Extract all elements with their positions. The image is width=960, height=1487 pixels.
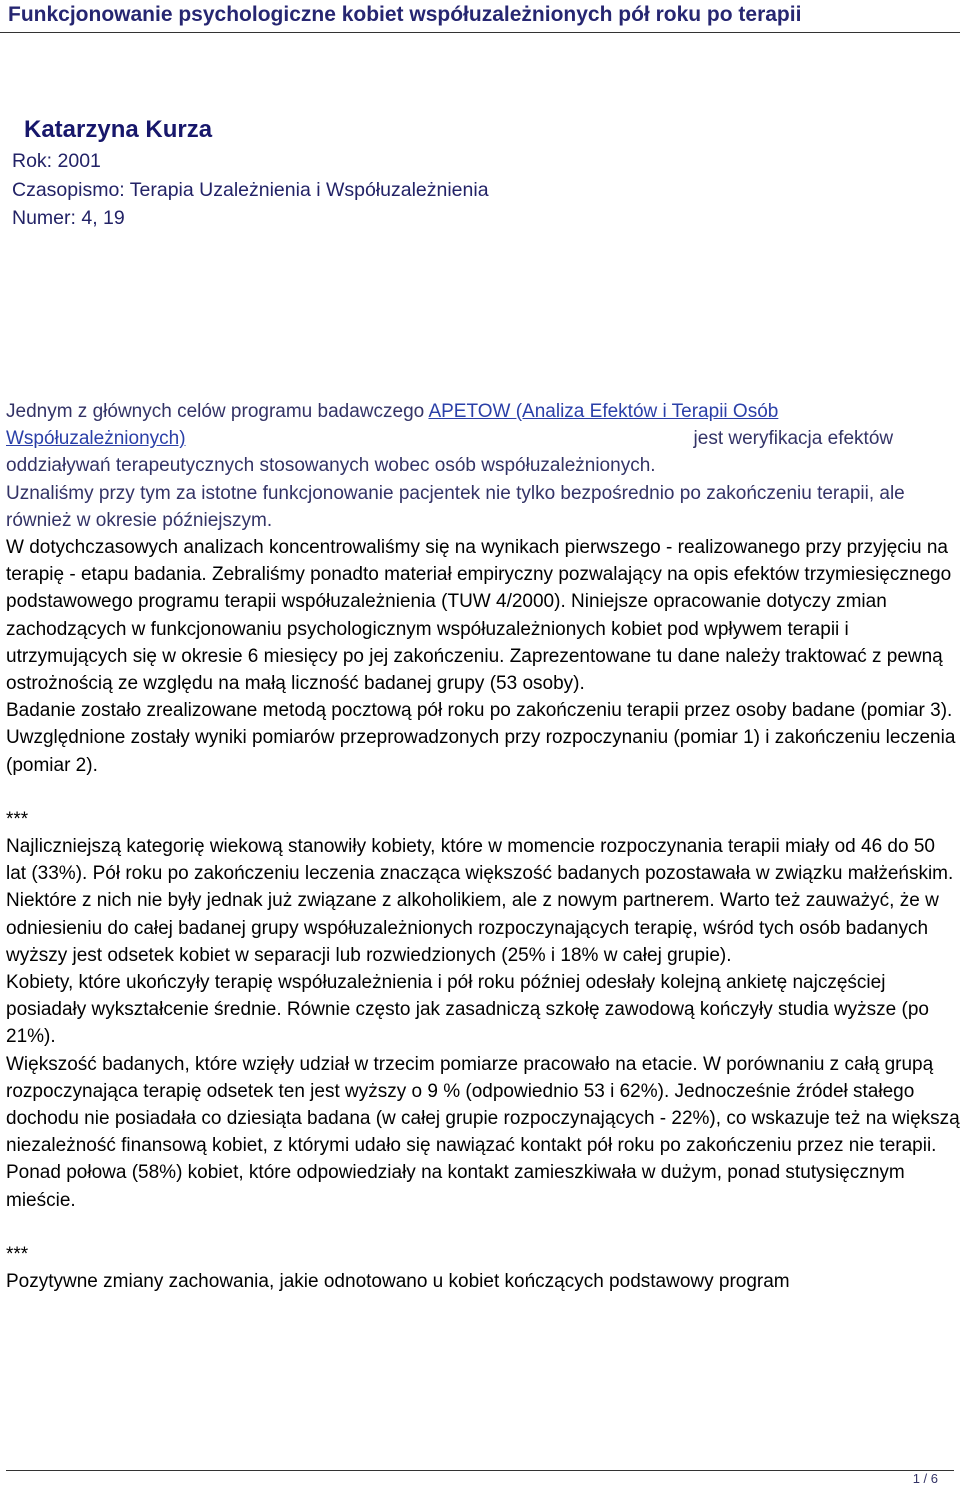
apetow-link-line-1: APETOW (Analiza Efektów i Terapii Osób: [428, 401, 779, 422]
paragraph-9: Pozytywne zmiany zachowania, jakie odnotowano u kobiet kończących podstawowy program: [6, 1271, 790, 1293]
article-year: Rok: 2001: [12, 150, 101, 172]
paragraph-7: Większość badanych, które wzięły udział w trzecim pomiarze pracowało na etacie. W porównaniu z całą grupą rozpoczynająca terapię odsetek ten jest wyższy o 9 % (odpowiednio 53 i 62%). Jednocześnie źródeł stałego dochodu nie posiadała co dziesiąta badana (w całej grupie rozpoczynających - 22%), co wskazuje też na większą niezależność finansową kobiet, z którymi udało się nawiązać kontakt pół roku po zakończeniu przez nie terapii.: [6, 1053, 960, 1157]
section-separator: ***: [6, 1243, 29, 1265]
spacer: [6, 779, 960, 806]
paragraph-5: Najliczniejszą kategorię wiekową stanowiły kobiety, które w momencie rozpoczynania terapii miały od 46 do 50 lat (33%). Pół roku po zakończeniu leczenia znacząca większość badanych pozostawała w związku małżeńskim. Niektóre z nich nie były jednak już związane z alkoholikiem, ale z nowym partnerem. Warto też zauważyć, że w odniesieniu do całej badanej grupy współuzależnionych rozpoczynających terapię, wśród tych osób badanych wyższy jest odsetek kobiet w separacji lub rozwiedzionych (25% i 18% w całej grupie).: [6, 836, 954, 966]
paragraph-6: Kobiety, które ukończyły terapię współuzależnienia i pół roku później odesłały kolejną ankietę najczęściej posiadały wykształcenie średnie. Równie często jak zasadniczą szkołę zawodową kończyły studia wyższe (po 21%).: [6, 972, 929, 1048]
document-title: Funkcjonowanie psychologiczne kobiet współuzależnionych pół roku po terapii: [8, 3, 802, 26]
paragraph-3: W dotychczasowych analizach koncentrowaliśmy się na wynikach pierwszego - realizowanego przy przyjęciu na terapię - etapu badania. Zebraliśmy ponadto materiał empiryczny pozwalający na opis efektów trzymiesięcznego podstawowego programu terapii współuzależnienia (TUW 4/2000). Niniejsze opracowanie dotyczy zmian zachodzących w funkcjonowaniu psychologicznym współuzależnionych kobiet pod wpływem terapii i utrzymujących się w okresie 6 miesięcy po jej zakończeniu. Zaprezentowane tu dane należy traktować z pewną ostrożnością ze względu na małą liczność badanej grupy (53 osoby).: [6, 537, 952, 695]
intro-text-after-link: jest weryfikacja efektów oddziaływań terapeutycznych stosowanych wobec osób współuzależnionych.: [6, 428, 894, 477]
section-separator: ***: [6, 808, 29, 830]
paragraph-intro: [6, 398, 960, 480]
article-meta: [12, 147, 489, 233]
paragraph-8: Ponad połowa (58%) kobiet, które odpowiedziały na kontakt zamieszkiwała w dużym, ponad stutysięcznym mieście.: [6, 1162, 905, 1211]
spacer: [6, 1214, 960, 1241]
paragraph-4: Badanie zostało zrealizowane metodą pocztową pół roku po zakończeniu terapii przez osoby badane (pomiar 3). Uwzględnione zostały wyniki pomiarów przeprowadzonych przy rozpoczynaniu (pomiar 1) i zakończeniu leczenia (pomiar 2).: [6, 700, 956, 776]
footer-divider: [6, 1470, 954, 1471]
document-header: [0, 0, 960, 33]
page-number: 1 / 6: [912, 1471, 938, 1486]
apetow-link-line-2: Współuzależnionych): [6, 428, 186, 450]
paragraph-2: Uznaliśmy przy tym za istotne funkcjonowanie pacjentek nie tylko bezpośrednio po zakończeniu terapii, ale również w okresie późniejszym.: [6, 482, 905, 531]
article-journal: Czasopismo: Terapia Uzależnienia i Współuzależnienia: [12, 178, 489, 201]
intro-text-before-link: Jednym z głównych celów programu badawczego: [6, 401, 429, 422]
article-body: [6, 398, 960, 1295]
article-issue: Numer: 4, 19: [12, 207, 125, 229]
article-author: Katarzyna Kurza: [24, 116, 213, 143]
